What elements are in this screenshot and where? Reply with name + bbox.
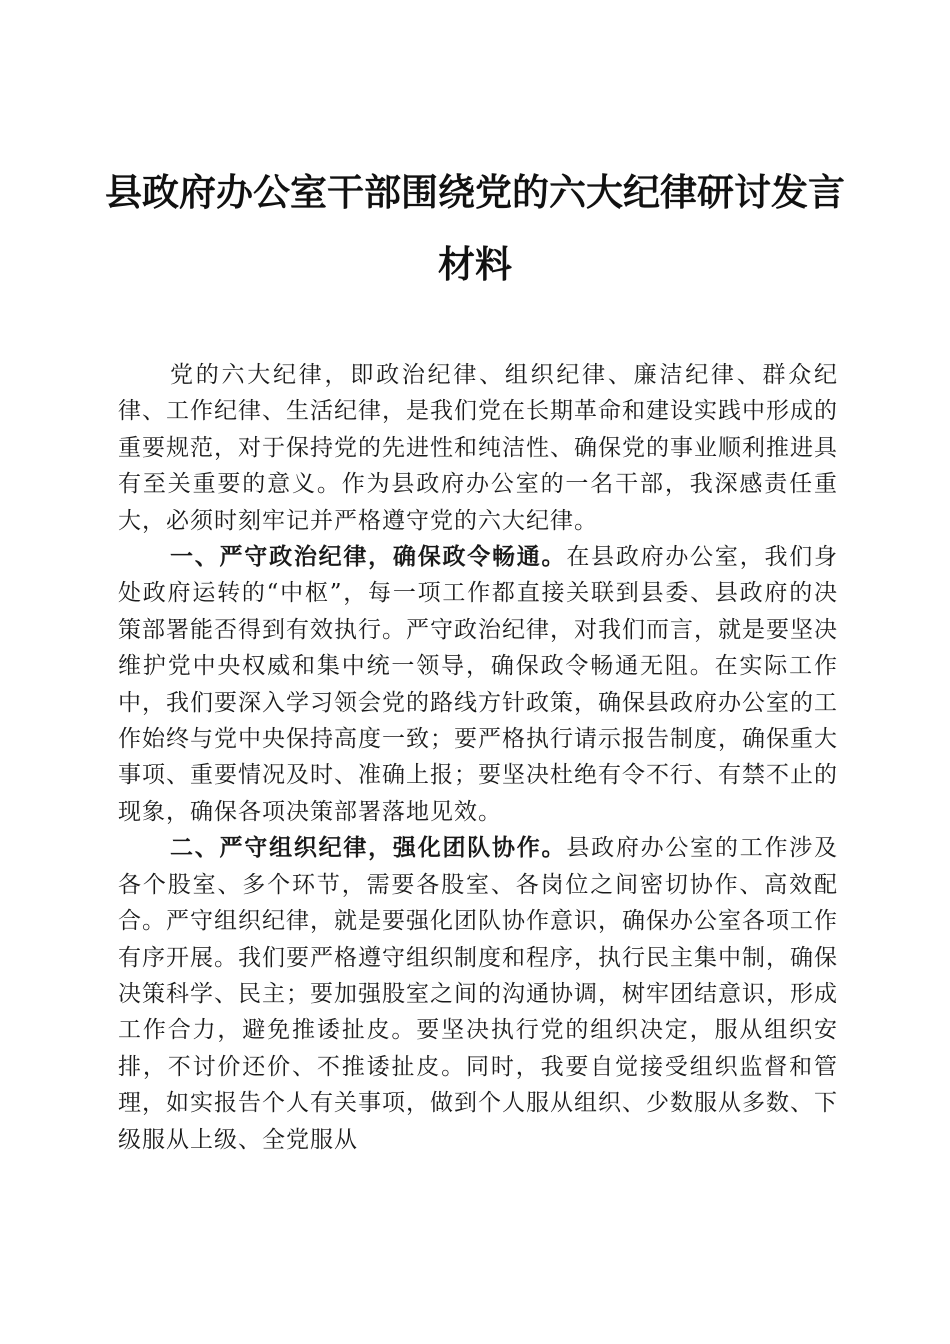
paragraph-text: 在县政府办公室，我们身处政府运转的“中枢”，每一项工作都直接关联到县委、县政府的决策部署能否得到有效执行。严守政治纪律，对我们而言，就是要坚决维护党中央权威和集中统一领导，确保政令畅通无阻。在实际工作中，我们要深入学习领会党的路线方针政策，确保县政府办公室的工作始终与党中央保持高度一致；要严格执行请示报告制度，确保重大事项、重要情况及时、准确上报；要坚决杜绝有令不行、有禁不止的现象，确保各项决策部署落地见效。 bbox=[118, 544, 839, 825]
paragraph-organizational-discipline bbox=[118, 830, 838, 1158]
paragraph-intro bbox=[118, 357, 838, 539]
document-body bbox=[118, 357, 838, 1158]
paragraph-heading: 二、严守组织纪律，强化团队协作。 bbox=[170, 834, 567, 862]
paragraph-political-discipline bbox=[118, 539, 838, 830]
document-title-line-1: 县政府办公室干部围绕党的六大纪律研讨发言 bbox=[105, 170, 845, 214]
paragraph-heading: 一、严守政治纪律，确保政令畅通。 bbox=[170, 543, 567, 571]
paragraph-text: 县政府办公室的工作涉及各个股室、多个环节，需要各股室、各岗位之间密切协作、高效配合。严守组织纪律，就是要强化团队协作意识，确保办公室各项工作有序开展。我们要严格遵守组织制度和程序，执行民主集中制，确保决策科学、民主；要加强股室之间的沟通协调，树牢团结意识，形成工作合力，避免推诿扯皮。要坚决执行党的组织决定，服从组织安排，不讨价还价、不推诿扯皮。同时，我要自觉接受组织监督和管理，如实报告个人有关事项，做到个人服从组织、少数服从多数、下级服从上级、全党服从 bbox=[118, 835, 839, 1153]
document-title-line-2: 材料 bbox=[438, 242, 512, 286]
paragraph-text: 党的六大纪律，即政治纪律、组织纪律、廉洁纪律、群众纪律、工作纪律、生活纪律，是我们党在长期革命和建设实践中形成的重要规范，对于保持党的先进性和纯洁性、确保党的事业顺利推进具有至关重要的意义。作为县政府办公室的一名干部，我深感责任重大，必须时刻牢记并严格遵守党的六大纪律。 bbox=[118, 362, 838, 534]
